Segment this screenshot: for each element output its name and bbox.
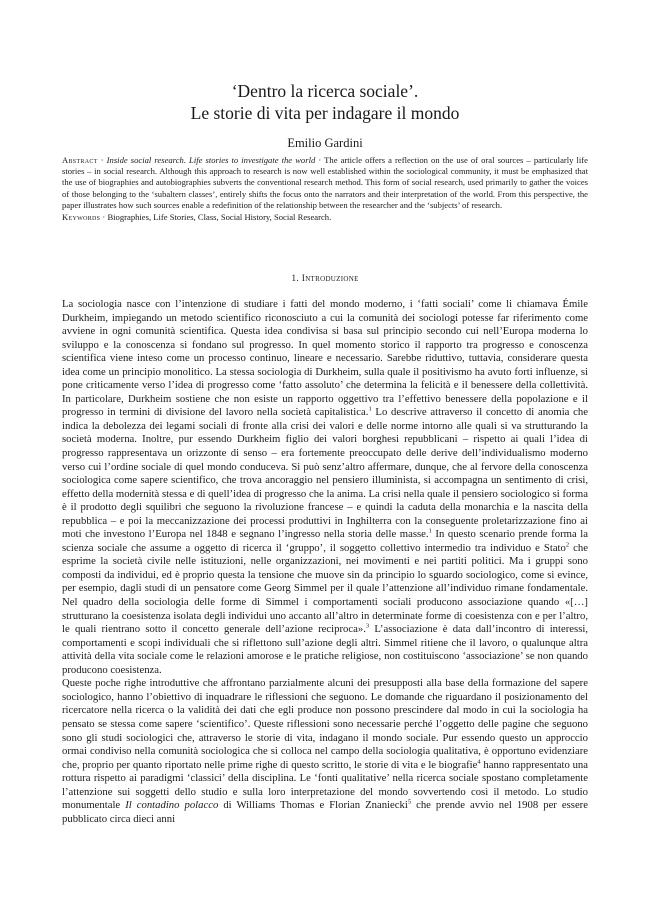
title-block [0,80,650,151]
footnote-ref: 1 [428,527,432,535]
book-title: Il contadino polacco [125,799,219,812]
footnote-ref: 4 [477,758,481,766]
paragraph-1-part-b: Lo descrive attraverso il concetto di anomia che indica la debolezza dei legami sociali di fronte alla crisi dei valori e delle norme intorno alle quali si va strutturando la società moderna. Inoltre, pur essendo Durkheim figlio dei valori borghesi repubblicani – rispetto ai quali l’idea di progresso rappresentava un orizzonte di senso – era fortemente preoccupato delle derive dell’individualismo moderno verso cui l’ordine sociale di quel mondo conduceva. Si può senz’altro affermare, dunque, che al fervore della conoscenza sociologica come sapere scientifico, che trova ancoraggio nel pensiero illuminista, si accompagna un sentimento di crisi, effetto della modernità stessa e di quell’idea di progresso che la anima. La crisi nella quale il pensiero sociologico si forma è il prodotto degli squilibri che seguono la rivoluzione francese – e quindi la caduta della monarchia e la nascita della repubblica – e poi la meccanizzazione dei processi produttivi in Inghilterra con la conseguente proletarizzazione fino ai moti che investono l’Europa nel 1848 e segnano l’ingresso nella storia delle masse. [62,406,588,541]
section-heading: 1. Introduzione [291,274,359,284]
footnote-ref: 1 [368,405,372,413]
abstract [62,155,588,223]
article-title [0,80,650,124]
paragraph-1-part-c: In questo scenario prende forma la scienza sociale che assume a oggetto di ricerca il ‘gruppo’, il soggetto collettivo intermedio tra individuo e Stato [62,528,588,554]
paragraph-1-part-e: L’associazione è data dall’incontro di interessi, comportamenti e scopi individuali che si riflettono sull’azione degli altri. Simmel ritiene che il lavoro, o qualunque altra attività della vita sociale come le relazioni amorose e le pratiche religiose, non costituiscono ‘associazione’ se non quando producono coesistenza. [62,623,588,676]
abstract-label: Abstract [62,155,98,165]
paragraph-2 [62,677,588,826]
footnote-ref: 3 [365,622,370,630]
abstract-english-title: Inside social research. Life stories to investigate the world [106,155,316,165]
abstract-body: · The article offers a reflection on the use of oral sources – particularly life stories – in social research. Although this approach to research is now well established within the sociological community, it must be emphasized that the use of biographies and autobiographies subverts the conventional research method. This form of social research, used primarily to gather the voices of those belonging to the ‘subaltern classes’, entirely shifts the focus onto the narrators and their interpretation of the world. From this perspective, the paper illustrates how such sources enable a redefinition of the relationship between the researcher and the ‘subjects’ of research. [62,155,588,210]
paragraph-2-part-c: di Williams Thomas e Florian Znaniecki [218,799,408,812]
abstract-separator: · [97,155,107,165]
keywords-label: Keywords [62,212,101,223]
footnote-ref: 2 [565,541,570,549]
title-line-1: ‘Dentro la ricerca sociale’. [231,81,419,101]
paragraph-1 [62,298,588,677]
body-text [62,298,588,826]
footnote-ref: 5 [407,798,412,806]
paragraph-2-part-d: che prende avvio nel 1908 per essere pubblicato circa dieci anni [62,799,588,825]
paragraph-1-part-d: che esprime la società civile nelle istituzioni, nelle organizzazioni, nei movimenti e nei partiti politici. Ma i gruppi sono composti da individui, ed è proprio questa la tensione che muove sin da principio lo sguardo sociologico, come si evince, per esempio, dagli studi di un pensatore come Georg Simmel per il quale l’attenzione all’individuo rimane fondamentale. Nel quadro della sociologia delle forme di Simmel i comportamenti sociali producono associazione quando «[…] strutturano la coesistenza isolata degli individui uno accanto all’altro in determinate forme di coesistenza con e per l’altro, le quali rientrano sotto il concetto generale dell’azione reciproca». [62,541,588,636]
paragraph-1-part-a: La sociologia nasce con l’intenzione di studiare i fatti del mondo moderno, i ‘fatti sociali’ come li chiamava Émile Durkheim, impiegando un metodo scientifico riconosciuto a cui la comunità dei sociologi potesse far riferimento come avviene in ogni comunità scientifica. Questa idea condivisa si basa sul principio secondo cui nell’Europa moderna lo sviluppo e la conoscenza si fondano sul progresso. In quel momento storico il rapporto tra progresso e conoscenza scientifica viene inteso come un processo continuo, lineare e necessario. Sarebbe riduttivo, tuttavia, considerare questa idea come un principio monolitico. La stessa sociologia di Durkheim, sulla quale il positivismo ha avuto forti influenze, si pone criticamente verso l’idea di progresso come ‘fatto assoluto’ che determina la felicità e il benessere della collettività. In particolare, Durkheim sostiene che non esiste un rapporto oggettivo tra l’effettivo benessere della popolazione e il progresso in termini di divisione del lavoro nella società capitalistica. [62,298,588,419]
title-line-2: Le storie di vita per indagare il mondo [190,103,460,123]
paragraph-2-part-b: hanno rappresentato una rottura rispetto ai paradigmi ‘classici’ della disciplina. Le ‘fonti qualitative’ nella ricerca sociale spostano completamente l’attenzione sui soggetti dello studio e sulla loro interpretazione del mondo sovvertendo così il metodo. Lo studio monumentale [62,758,588,812]
abstract-text [62,155,588,211]
keywords [62,212,588,223]
paragraph-2-part-a: Queste poche righe introduttive che affrontano parzialmente alcuni dei presupposti alla base della formazione del sapere sociologico, hanno l’obiettivo di inquadrare le riflessioni che seguono. Le domande che riguardano il posizionamento del ricercatore nella ricerca o la validità dei dati che egli produce non possono prescindere dal modo in cui la sociologia ha pensato se stessa come sapere ‘scientifico’. Queste riflessioni sono necessarie perché l’oggetto delle pagine che seguono sono gli studi sociologici che, attraverso le storie di vita, indagano il mondo sociale. Pur essendo questo un approccio ormai condiviso nella comunità sociologica che si colloca nel campo della sociologia qualitativa, è opportuno evidenziare che, proprio per quanto riportato nelle prime righe di questo scritto, le storie di vita e le biografie [62,677,588,771]
keywords-list: · Biographies, Life Stories, Class, Social History, Social Research. [100,212,332,223]
author-name: Emilio Gardini [287,136,363,150]
